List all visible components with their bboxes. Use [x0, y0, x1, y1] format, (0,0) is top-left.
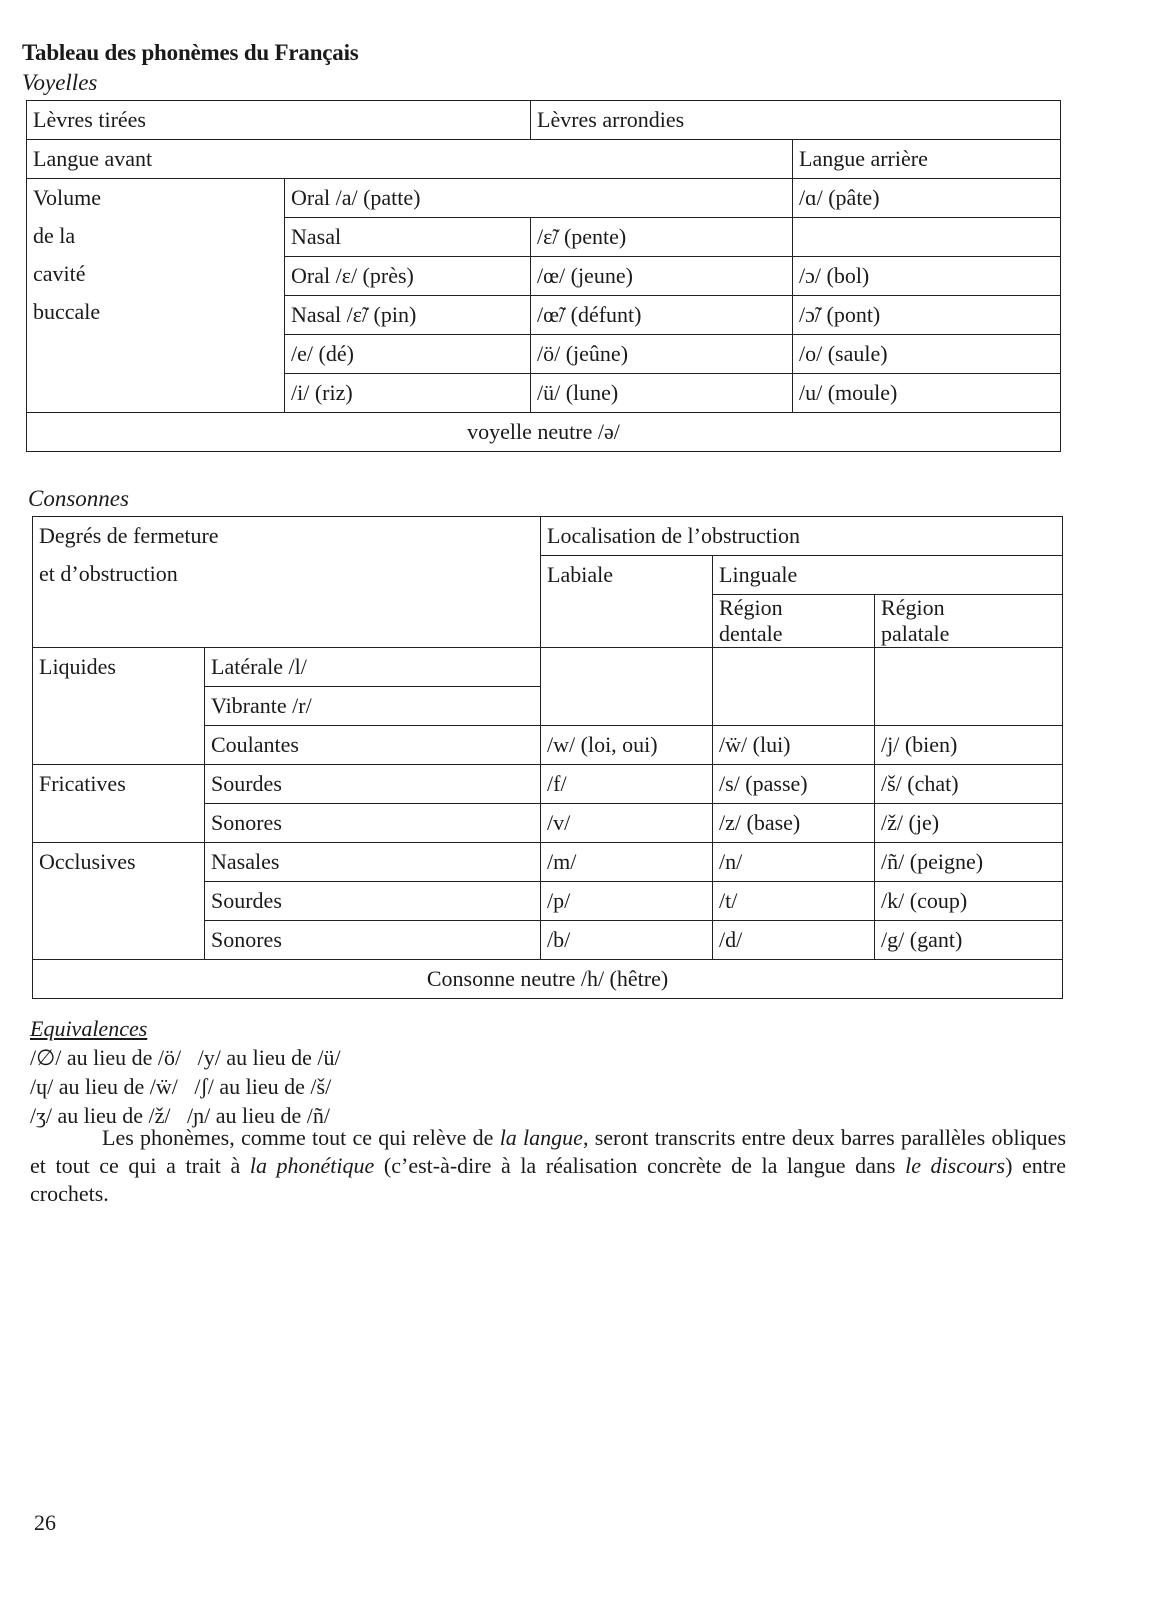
group-fricatives: Fricatives — [33, 765, 205, 843]
voyelle-neutre-row: voyelle neutre /ə/ — [27, 413, 1061, 452]
equivalence-line: /ɥ/ au lieu de /ẅ/ /ʃ/ au lieu de /š/ — [30, 1074, 332, 1099]
vowel-cell: /o/ (saule) — [793, 335, 1061, 374]
vowel-cell: Oral /a/ (patte) — [285, 179, 793, 218]
consonant-type-cell: Sonores — [205, 804, 541, 843]
consonant-cell — [713, 648, 875, 726]
vowel-cell: /ɔ̃/ (pont) — [793, 296, 1061, 335]
page-number: 26 — [34, 1510, 56, 1535]
linguale-header: Linguale — [713, 556, 1063, 595]
consonnes-table — [32, 516, 1063, 999]
vowel-cell: /i/ (riz) — [285, 374, 531, 413]
consonant-type-cell: Vibrante /r/ — [205, 687, 541, 726]
consonant-cell: /g/ (gant) — [875, 921, 1063, 960]
langue-arriere-header: Langue arrière — [793, 140, 1061, 179]
consonant-cell: /š/ (chat) — [875, 765, 1063, 804]
voyelles-table — [26, 100, 1061, 452]
consonant-cell: /z/ (base) — [713, 804, 875, 843]
vowel-cell: /œ̃/ (défunt) — [531, 296, 793, 335]
page-title: Tableau des phonèmes du Français — [22, 40, 359, 65]
consonant-cell: /m/ — [541, 843, 713, 882]
consonant-cell: /t/ — [713, 882, 875, 921]
levres-tirees-header: Lèvres tirées — [27, 101, 531, 140]
group-liquides: Liquides — [33, 648, 205, 765]
vowel-cell — [793, 218, 1061, 257]
consonnes-label: Consonnes — [28, 486, 129, 511]
vowel-cell: /ü/ (lune) — [531, 374, 793, 413]
consonant-cell: /v/ — [541, 804, 713, 843]
consonant-cell: /k/ (coup) — [875, 882, 1063, 921]
consonant-cell: /ẅ/ (lui) — [713, 726, 875, 765]
consonant-type-cell: Coulantes — [205, 726, 541, 765]
consonant-cell: /p/ — [541, 882, 713, 921]
consonant-type-cell: Nasales — [205, 843, 541, 882]
vowel-cell: /e/ (dé) — [285, 335, 531, 374]
consonant-type-cell: Sourdes — [205, 765, 541, 804]
equivalences-block — [30, 1014, 341, 1130]
consonant-type-cell: Sourdes — [205, 882, 541, 921]
equivalences-label: Equivalences — [30, 1016, 148, 1041]
consonant-cell: /b/ — [541, 921, 713, 960]
consonant-cell: /ñ/ (peigne) — [875, 843, 1063, 882]
consonant-cell — [875, 648, 1063, 726]
consonant-type-cell: Sonores — [205, 921, 541, 960]
group-occlusives: Occlusives — [33, 843, 205, 960]
vowel-cell: /u/ (moule) — [793, 374, 1061, 413]
consonant-type-cell: Latérale /l/ — [205, 648, 541, 687]
consonne-neutre-row: Consonne neutre /h/ (hêtre) — [33, 960, 1063, 999]
vowel-cell: Nasal — [285, 218, 531, 257]
vowel-cell: /ɔ/ (bol) — [793, 257, 1061, 296]
equivalence-line: /∅/ au lieu de /ö/ /y/ au lieu de /ü/ — [30, 1045, 341, 1070]
equivalence-line: /ʒ/ au lieu de /ž/ /ɲ/ au lieu de /ñ/ — [30, 1103, 330, 1128]
labiale-header: Labiale — [541, 556, 713, 648]
vowel-cell: /œ/ (jeune) — [531, 257, 793, 296]
consonant-cell: /w/ (loi, oui) — [541, 726, 713, 765]
vowel-cell: /ɛ̃/ (pente) — [531, 218, 793, 257]
region-palatale-header: Région palatale — [875, 595, 1063, 648]
volume-cavite-label: Volume de la cavité buccale — [27, 179, 285, 413]
consonant-cell — [541, 648, 713, 726]
vowel-cell: /ɑ/ (pâte) — [793, 179, 1061, 218]
levres-arrondies-header: Lèvres arrondies — [531, 101, 1061, 140]
localisation-header: Localisation de l’obstruction — [541, 517, 1063, 556]
consonant-cell: /d/ — [713, 921, 875, 960]
consonant-cell: /ž/ (je) — [875, 804, 1063, 843]
consonant-cell: /f/ — [541, 765, 713, 804]
vowel-cell: /ö/ (jeûne) — [531, 335, 793, 374]
region-dentale-header: Région dentale — [713, 595, 875, 648]
consonant-cell: /j/ (bien) — [875, 726, 1063, 765]
vowel-cell: Oral /ɛ/ (près) — [285, 257, 531, 296]
vowel-cell: Nasal /ɛ̃/ (pin) — [285, 296, 531, 335]
consonant-cell: /s/ (passe) — [713, 765, 875, 804]
degres-header: Degrés de fermeture et d’obstruction — [33, 517, 541, 648]
langue-avant-header: Langue avant — [27, 140, 793, 179]
voyelles-label: Voyelles — [22, 70, 98, 95]
body-paragraph: Les phonèmes, comme tout ce qui relève de la langue, seront transcrits entre deux barres parallèles obliques et tout ce qui a trait à la phonétique (c’est-à-dire à la réalisation concrète de la langue dans le discours) entre crochets. — [30, 1125, 1067, 1206]
consonant-cell: /n/ — [713, 843, 875, 882]
